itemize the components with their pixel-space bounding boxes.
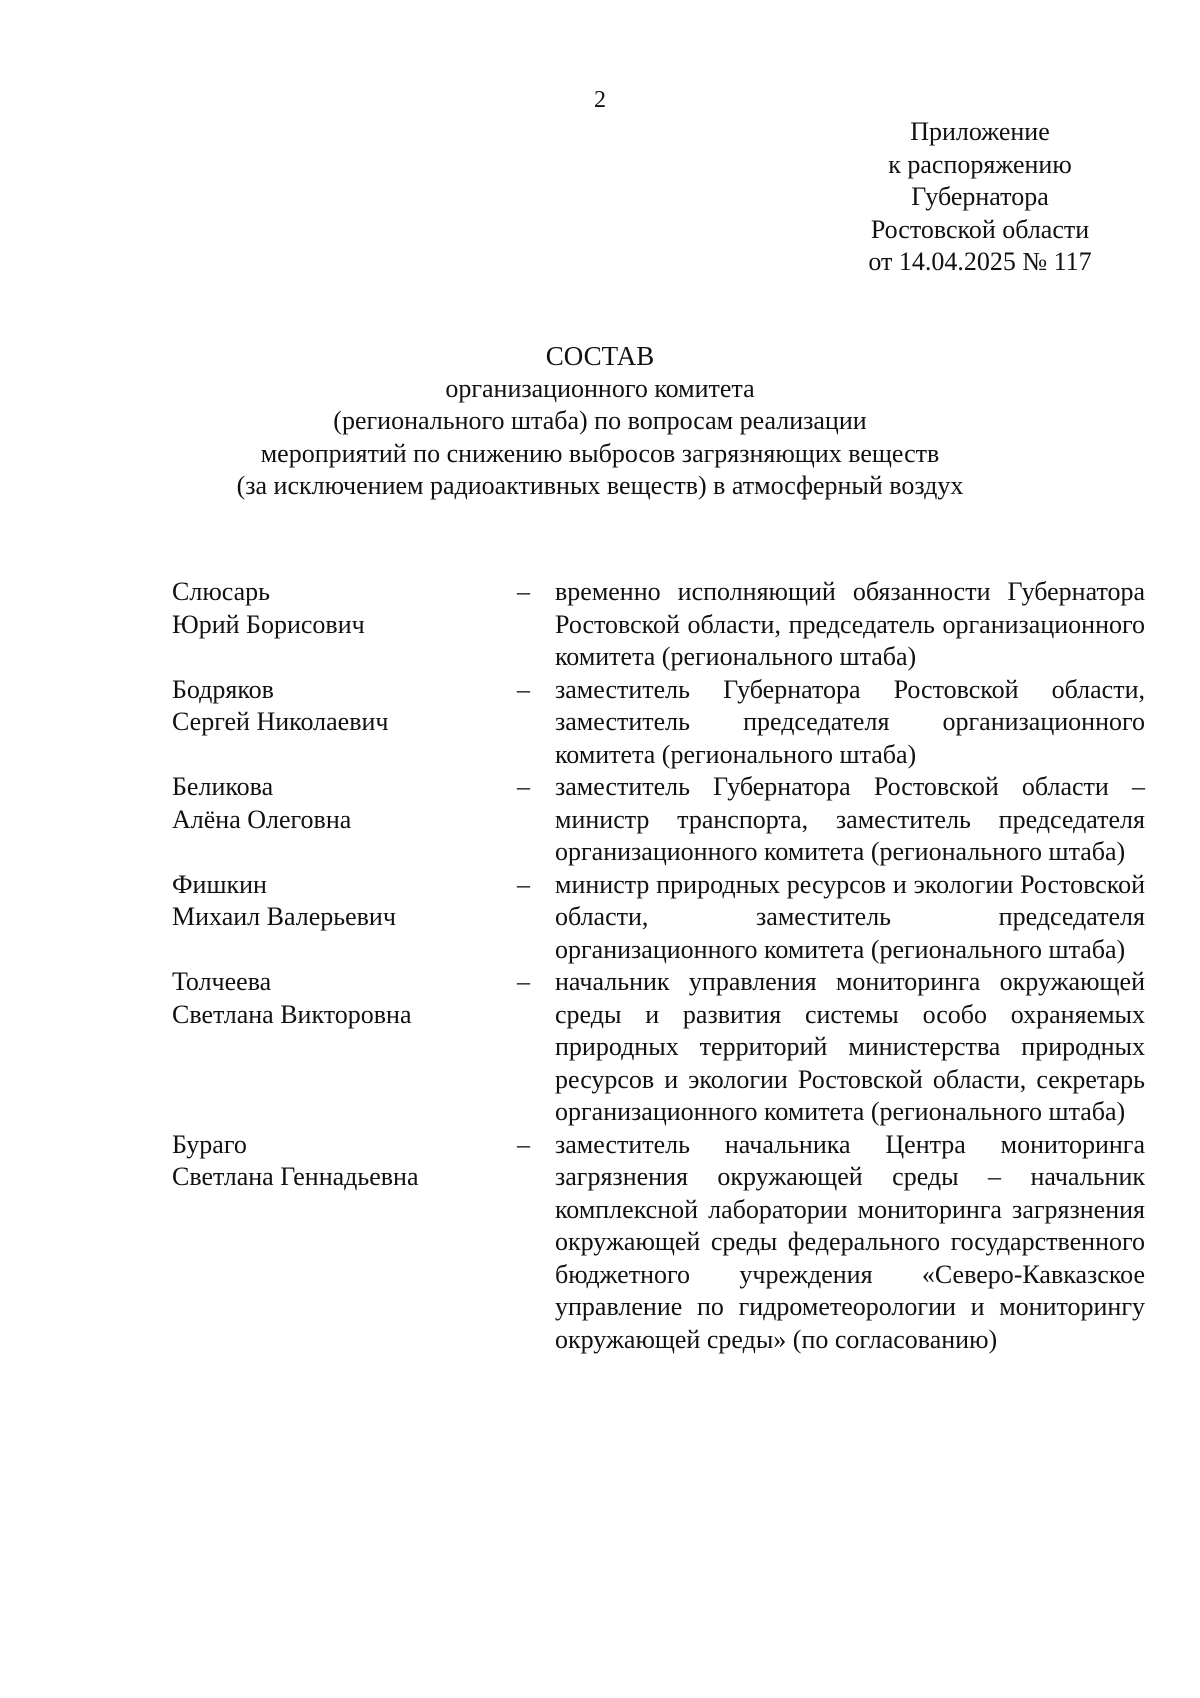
title-line: (регионального штаба) по вопросам реализации <box>333 406 867 435</box>
member-name <box>172 674 517 739</box>
member-entry <box>172 576 1145 674</box>
title-line: организационного комитета <box>445 373 755 403</box>
member-given-name: Светлана Викторовна <box>172 999 412 1029</box>
member-entry <box>172 771 1145 869</box>
title-main: СОСТАВ <box>545 341 655 371</box>
document-title <box>160 340 1040 503</box>
member-dash: – <box>517 674 530 704</box>
appendix-line: к распоряжению <box>888 149 1072 179</box>
member-dash: – <box>517 1129 530 1159</box>
appendix-line: Губернатора <box>911 182 1049 211</box>
member-role: заместитель Губернатора Ростовской области – министр транспорта, заместитель председателя организационного комитета (регионального штаба) <box>555 772 1145 866</box>
member-given-name: Сергей Николаевич <box>172 707 389 736</box>
title-line: мероприятий по снижению выбросов загрязняющих веществ <box>260 438 940 468</box>
appendix-line: Приложение <box>910 117 1050 146</box>
member-given-name: Алёна Олеговна <box>172 804 352 834</box>
member-entry <box>172 869 1145 967</box>
member-role: временно исполняющий обязанности Губернатора Ростовской области, председатель организационного комитета (регионального штаба) <box>555 577 1145 671</box>
member-entry <box>172 966 1145 1129</box>
member-role: министр природных ресурсов и экологии Ростовской области, заместитель председателя организационного комитета (регионального штаба) <box>555 869 1145 964</box>
member-given-name: Михаил Валерьевич <box>172 902 396 931</box>
appendix-header <box>820 116 1140 279</box>
member-name <box>172 771 517 836</box>
member-given-name: Светлана Геннадьевна <box>172 1162 419 1191</box>
member-entry <box>172 1129 1145 1357</box>
appendix-line: Ростовской области <box>870 214 1090 244</box>
member-name <box>172 576 517 641</box>
member-entry <box>172 674 1145 772</box>
member-name <box>172 966 517 1031</box>
member-surname: Толчеева <box>172 967 272 996</box>
members-list <box>172 576 1145 1356</box>
member-name <box>172 869 517 934</box>
member-surname: Фишкин <box>172 869 267 899</box>
member-role: заместитель Губернатора Ростовской области, заместитель председателя организационного комитета (регионального штаба) <box>555 674 1145 769</box>
member-dash: – <box>517 577 530 606</box>
member-dash: – <box>517 869 530 899</box>
member-given-name: Юрий Борисович <box>172 609 365 639</box>
member-role: заместитель начальника Центра мониторинга загрязнения окружающей среды – начальник комплексной лаборатории мониторинга загрязнения окружающей среды федерального государственного бюджетного учреждения «Северо-Кавказское управление по гидрометеорологии и мониторингу окружающей среды» (по согласованию) <box>555 1129 1145 1354</box>
member-dash: – <box>517 967 530 996</box>
member-dash: – <box>517 772 530 801</box>
member-role: начальник управления мониторинга окружающей среды и развития системы особо охраняемых природных территорий министерства природных ресурсов и экологии Ростовской области, секретарь организационного комитета (регионального штаба) <box>555 967 1145 1126</box>
member-surname: Беликова <box>172 772 274 801</box>
member-surname: Бураго <box>172 1129 247 1159</box>
page-number: 2 <box>594 87 606 113</box>
appendix-line: от 14.04.2025 № 117 <box>868 247 1092 276</box>
title-line: (за исключением радиоактивных веществ) в атмосферный воздух <box>236 471 964 500</box>
member-surname: Слюсарь <box>172 577 270 606</box>
member-surname: Бодряков <box>172 674 274 704</box>
member-name <box>172 1129 517 1194</box>
